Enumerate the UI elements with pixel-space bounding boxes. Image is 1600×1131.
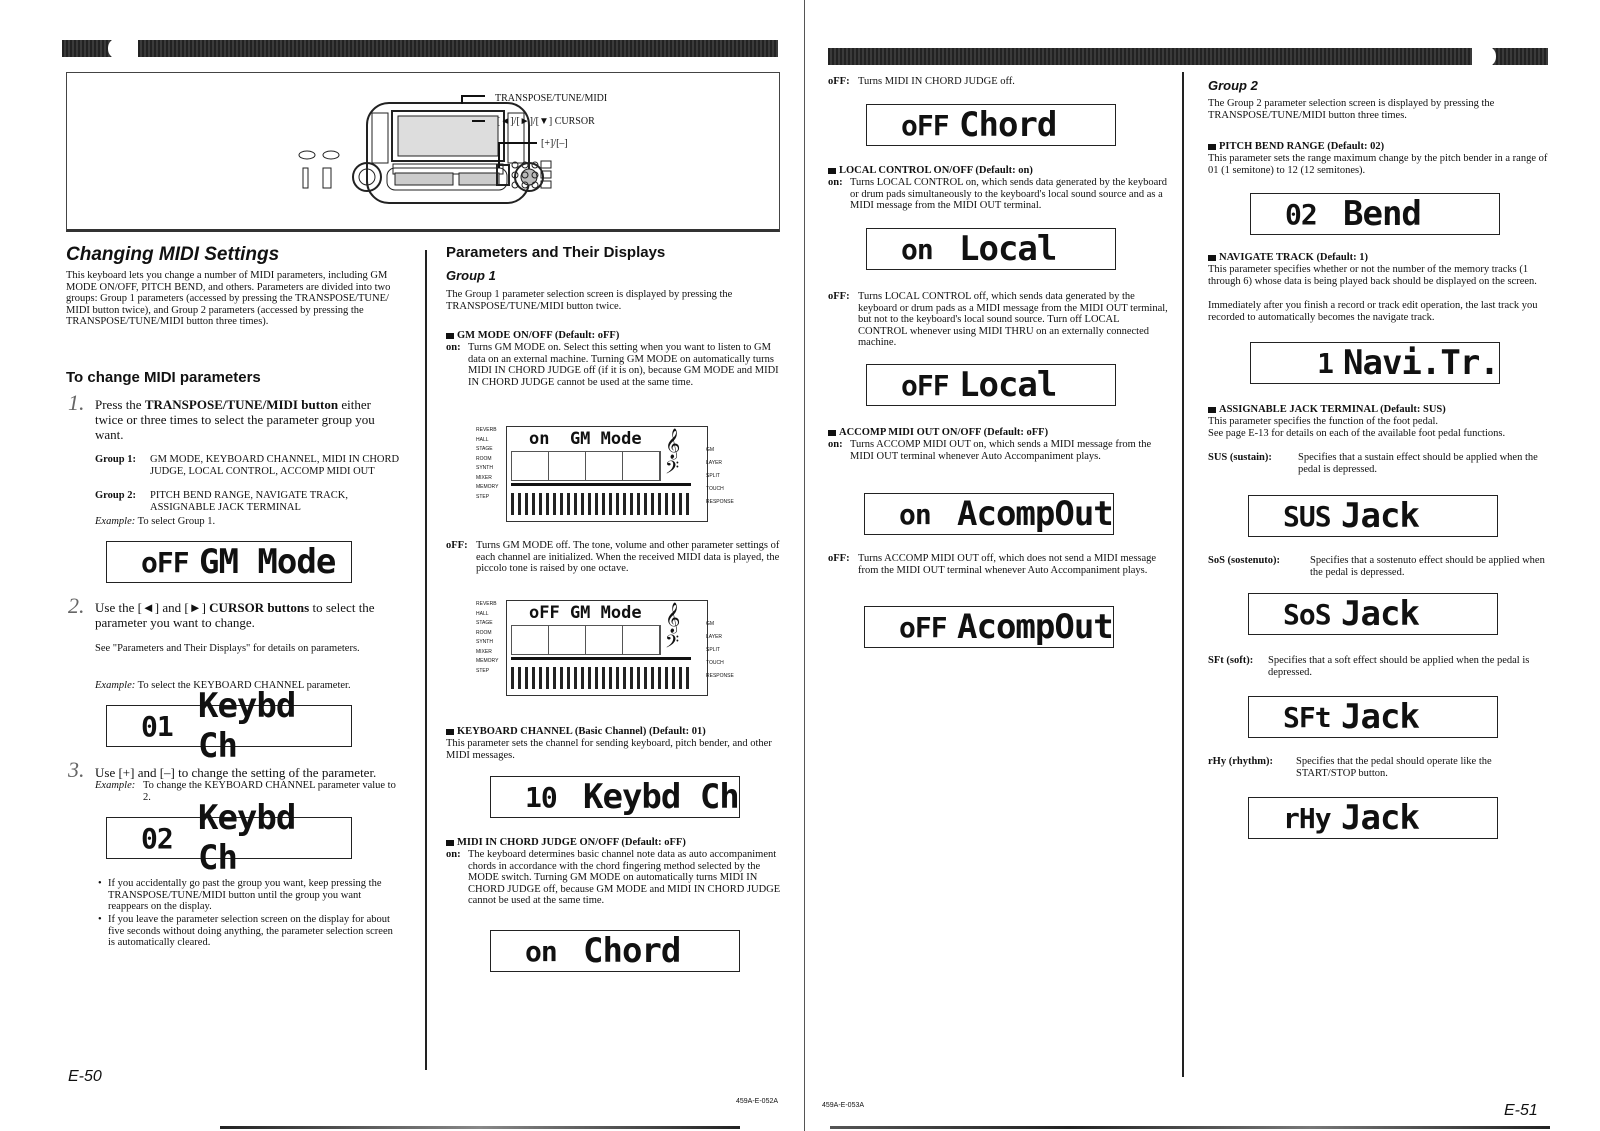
bottom-bar [830,1126,1550,1129]
sus-row [1208,452,1548,475]
sft-label: SFt (soft): [1208,655,1254,666]
label: ROOM [476,455,492,462]
lcd-param: Jack [1341,496,1419,536]
lcd-param: Bend [1343,194,1421,234]
lcd-value: 1 [1317,346,1333,380]
group-1-row [95,454,400,477]
square-bullet-icon [446,729,454,735]
note-2-text: If you leave the parameter selection screen on the display for about five seconds without doing anything, the parameter selection screen is automatically cleared. [108,914,393,948]
square-bullet-icon [446,840,454,846]
step-3-text: Use [+] and [–] to change the setting of the parameter. [95,765,377,780]
label: SYNTH [476,639,493,645]
lcd-on-chord [490,930,740,972]
lcd-02-bend [1250,193,1500,235]
label: LAYER [706,460,723,466]
section-subtitle: To change MIDI parameters [66,369,261,386]
rhy-text: Specifies that the pedal should operate like the START/STOP button. [1296,756,1492,779]
display-keys [511,493,691,515]
step-2-number: 2. [68,593,85,618]
lcd-param: GM Mode [199,542,336,582]
treble-clef-icon: 𝄞 [665,603,681,632]
group-1-text: The Group 1 parameter selection screen is displayed by pressing the TRANSPOSE/TUNE/MIDI button twice. [446,289,733,312]
lcd-value: oFF [141,545,189,579]
display-screen [506,426,708,522]
cj-off-label: oFF: [828,76,850,87]
display-bar [511,483,691,486]
keyboard-panel-illustration [67,73,779,229]
navigate-track-heading [1208,252,1368,264]
lcd-sus-jack [1248,495,1498,537]
group-1-text: GM MODE, KEYBOARD CHANNEL, MIDI IN CHORD JUDGE, LOCAL CONTROL, ACCOMP MIDI OUT [150,454,400,477]
square-bullet-icon [828,168,836,174]
keyboard-channel-text: This parameter sets the channel for sending keyboard, pitch bender, and other MIDI messages. [446,738,772,761]
sos-row [1208,555,1548,578]
lcd-value: 02 [1285,197,1317,231]
lcd-02-keybd-ch [106,798,352,878]
display-right-labels [706,444,736,509]
step-1-text [95,397,400,442]
label: STAGE [476,446,493,452]
gm-off-text: Turns GM MODE off. The tone, volume and other parameter settings of each channel are initialized. When the received MIDI data is played, the piccolo tone is raised by one octave. [476,540,780,574]
header-chevron-right [1472,46,1496,67]
square-bullet-icon [1208,144,1216,150]
chord-judge-heading [446,837,686,849]
am-off-text: Turns ACCOMP MIDI OUT off, which does not send a MIDI message from the MIDI OUT terminal whenever Auto Accompaniment plays. [858,553,1157,576]
lcd-off-local [866,364,1116,406]
intro-text: This keyboard lets you change a number of MIDI parameters, including GM MODE ON/OFF, PITCH BEND, and others. Parameters are divided into two groups: Group 1 parameters (accessed by pressing the TRANSPOSE/TUNE/ MIDI button twice), and Group 2 parameters (accessed by pressing the TRANSPOSE/TUNE/MIDI button three times). [66,270,391,327]
navigate-track-text-2: Immediately after you finish a record or track edit operation, the last track you recorded to automatically becomes the navigate track. [1208,300,1538,323]
lcd-param: Jack [1341,594,1419,634]
display-text: on GM Mode [529,429,642,449]
lcd-value: oFF [901,108,949,142]
display-screen [506,600,708,696]
cj-on-row [446,849,784,907]
example-2-text: To select the KEYBOARD CHANNEL parameter. [137,680,351,691]
display-left-labels [476,600,498,676]
column-divider-right [1182,72,1184,1077]
display-grid [511,625,661,655]
lc-on-label: on: [828,177,843,188]
document-code-right: 459A-E-053A [822,1102,865,1109]
keyboard-channel-heading-text: KEYBOARD CHANNEL (Basic Channel) (Default: 01) [457,726,706,737]
am-on-label: on: [828,439,843,450]
lcd-value: rHy [1283,801,1331,835]
label: TOUCH RESPONSE [706,486,734,505]
sft-row [1208,655,1548,678]
example-1-text: To select Group 1. [137,516,216,527]
page-number-left: E-50 [68,1068,102,1085]
lcd-value: SUS [1283,499,1331,533]
step-2-pre: Use the [◄] and [►] [95,600,210,615]
lcd-sft-jack [1248,696,1498,738]
example-1-label: Example: [95,516,136,527]
label: TOUCH RESPONSE [706,660,734,679]
label: GM [706,621,715,627]
lcd-on-acompout [864,493,1114,535]
lcd-off-gm-mode [106,541,352,583]
page-divider [804,0,805,1131]
document-code-left: 459A-E-052A [736,1098,779,1105]
label: STEP [476,667,490,674]
label: MEMORY [476,484,499,490]
group-1-label: Group 1: [95,454,136,465]
header-chevron-left [108,38,138,59]
label: MEMORY [476,658,499,664]
lcd-value: 02 [141,821,173,855]
local-control-heading-text: LOCAL CONTROL ON/OFF (Default: on) [839,165,1033,176]
local-control-heading [828,165,1033,177]
sus-label: SUS (sustain): [1208,452,1272,463]
label-transpose-tune-midi: TRANSPOSE/TUNE/MIDI [495,93,608,104]
lcd-param: Jack [1341,798,1419,838]
label: REVERB [476,427,497,433]
step-1-pre: Press the [95,397,145,412]
bullet: • [98,878,102,889]
lcd-value: oFF [901,368,949,402]
accomp-midi-heading [828,427,1048,439]
note-1-text: If you accidentally go past the group you want, keep pressing the TRANSPOSE/TUNE/MIDI button until the group you want reappears on the display. [108,878,382,912]
display-right-labels [706,618,736,683]
assignable-jack-heading-text: ASSIGNABLE JACK TERMINAL (Default: SUS) [1219,404,1446,415]
lcd-value: 10 [525,780,557,814]
am-off-label: oFF: [828,553,850,564]
assignable-jack-text-2: See page E-13 for details on each of the available foot pedal functions. [1208,428,1506,439]
pitch-bend-text: This parameter sets the range maximum change by the pitch bender in a range of 01 (1 semitone) to 12 (12 semitones). [1208,153,1548,176]
step-2-bold: CURSOR buttons [209,600,310,615]
lcd-param: Local [959,229,1057,269]
cj-off-row [828,76,1168,88]
lcd-value: on [899,497,931,531]
lcd-param: AcompOut [957,494,1113,534]
navigate-track-text-1: This parameter specifies whether or not the number of the memory tracks (1 through 6) whose data is being played back should be displayed on the screen. [1208,264,1537,287]
example-3-text: To change the KEYBOARD CHANNEL parameter value to 2. [143,780,396,803]
lc-on-row [828,177,1168,212]
pitch-bend-heading [1208,141,1384,153]
bass-clef-icon: 𝄢 [665,457,680,482]
label: REVERB [476,601,497,607]
lcd-param: Keybd Ch [197,798,296,878]
lcd-value: on [901,232,933,266]
label: MIXER [476,648,492,655]
group-1-title: Group 1 [446,268,496,283]
cj-on-label: on: [446,849,461,860]
label-plus-minus: [+]/[–] [541,138,568,149]
lcd-param: Keybd Ch [583,777,739,817]
label: HALL [476,610,489,617]
am-off-row [828,553,1168,576]
group-2-text: The Group 2 parameter selection screen is displayed by pressing the TRANSPOSE/TUNE/MIDI button three times. [1208,98,1495,121]
display-text: oFF GM Mode [529,603,642,623]
bottom-bar [220,1126,740,1129]
lc-on-text: Turns LOCAL CONTROL on, which sends data generated by the keyboard or drum pads simultaneously to the keyboard's local sound source and as a MIDI message from the MIDI OUT terminal. [850,177,1167,211]
display-left-labels [476,426,498,502]
sus-text: Specifies that a sustain effect should be applied when the pedal is depressed. [1298,452,1538,475]
lcd-1-navi-tr [1250,342,1500,384]
note-2 [98,914,400,949]
display-bar [511,657,691,660]
gm-on-text: Turns GM MODE on. Select this setting when you want to listen to GM data on an external machine. Turning GM MODE on automatically turns MIDI IN CHORD JUDGE off (if it is on), because GM MODE and MIDI IN CHORD JUDGE cannot be used at the same time. [468,342,779,388]
lc-off-row [828,291,1168,349]
page-number-right: E-51 [1504,1102,1538,1119]
gm-mode-heading [446,330,619,342]
label: STAGE [476,620,493,626]
example-3-label: Example: [95,780,136,791]
lcd-param: Chord [583,931,681,971]
cj-on-text: The keyboard determines basic channel note data as auto accompaniment chords in accordance with the chord fingering method selected by the MODE switch. Turning GM MODE on automatically turns MIDI IN CHORD JUDGE off, because GM MODE and MIDI IN CHORD JUDGE cannot be used at the same time. [468,849,781,906]
accomp-midi-heading-text: ACCOMP MIDI OUT ON/OFF (Default: oFF) [839,427,1049,438]
lcd-value: SoS [1283,597,1331,631]
square-bullet-icon [1208,255,1216,261]
lcd-param: Chord [959,105,1057,145]
gm-on-label: on: [446,342,461,353]
lcd-sos-jack [1248,593,1498,635]
group-2-text: PITCH BEND RANGE, NAVIGATE TRACK, ASSIGNABLE JACK TERMINAL [150,490,348,513]
column-divider-left [425,250,427,1070]
navigate-track-heading-text: NAVIGATE TRACK (Default: 1) [1219,252,1369,263]
step-1-post: either twice or three times to select the parameter group you want. [95,397,375,442]
label: GM [706,447,715,453]
square-bullet-icon [446,333,454,339]
label: SYNTH [476,465,493,471]
label: ROOM [476,629,492,636]
example-1 [95,516,215,528]
lcd-param: Keybd Ch [197,686,296,766]
assignable-jack-text-1: This parameter specifies the function of the foot pedal. [1208,416,1439,427]
pitch-bend-heading-text: PITCH BEND RANGE (Default: 02) [1219,141,1385,152]
cj-off-text: Turns MIDI IN CHORD JUDGE off. [858,76,1015,87]
group-2-row [95,490,400,513]
label: MIXER [476,474,492,481]
display-keys [511,667,691,689]
lcd-param: AcompOut [957,607,1113,647]
treble-clef-icon: 𝄞 [665,429,681,458]
assignable-jack-heading [1208,404,1446,416]
display-panel-gm-on [476,426,748,528]
group-2-label: Group 2: [95,490,136,501]
sos-label: SoS (sostenuto): [1208,555,1281,566]
square-bullet-icon [1208,407,1216,413]
display-grid [511,451,661,481]
chord-judge-heading-text: MIDI IN CHORD JUDGE ON/OFF (Default: oFF) [457,837,686,848]
label-cursor: [◄]/[►]/[▼] CURSOR [497,116,595,127]
lcd-value: oFF [899,610,947,644]
group-2-title: Group 2 [1208,78,1258,93]
square-bullet-icon [828,430,836,436]
lcd-on-local [866,228,1116,270]
label: LAYER [706,634,723,640]
lcd-value: 01 [141,709,173,743]
step-2-post: to select the parameter you want to change. [95,600,375,630]
step-2-text [95,600,400,630]
step-1-number: 1. [68,390,85,415]
am-on-row [828,439,1168,462]
am-on-text: Turns ACCOMP MIDI OUT on, which sends a MIDI message from the MIDI OUT terminal whenever Auto Accompaniment plays. [850,439,1152,462]
display-panel-gm-off [476,600,748,702]
step-2-see: See "Parameters and Their Displays" for details on parameters. [95,643,360,654]
lcd-param: Navi.Tr. [1343,343,1499,383]
step-1-bold: TRANSPOSE/TUNE/MIDI button [144,397,339,412]
keyboard-diagram [66,72,780,232]
rhy-row [1208,756,1548,779]
lcd-value: on [525,934,557,968]
keyboard-channel-heading [446,726,706,738]
label: SPLIT [706,647,720,653]
lcd-value: SFt [1283,700,1331,734]
lcd-rhy-jack [1248,797,1498,839]
lcd-01-keybd-ch [106,686,352,766]
bullet: • [98,914,102,925]
gm-off-row [446,540,784,575]
lcd-off-acompout [864,606,1114,648]
sos-text: Specifies that a sostenuto effect should be applied when the pedal is depressed. [1310,555,1545,578]
lc-off-label: oFF: [828,291,850,302]
lc-off-text: Turns LOCAL CONTROL off, which sends data generated by the keyboard or drum pads as a MIDI message from the MIDI OUT terminal, but not to the keyboard's local sound source. Turn off LOCAL CONTROL whenever using MIDI THRU on an externally connected machine. [858,291,1168,348]
lcd-param: Local [959,365,1057,405]
lcd-param: Jack [1341,697,1419,737]
sft-text: Specifies that a soft effect should be applied when the pedal is depressed. [1268,655,1530,678]
gm-off-label: oFF: [446,540,468,551]
example-2-label: Example: [95,680,136,691]
label: SPLIT [706,473,720,479]
step-3-number: 3. [68,757,85,782]
label: HALL [476,436,489,443]
header-band-left [62,40,778,57]
bass-clef-icon: 𝄢 [665,631,680,656]
page-title: Changing MIDI Settings [66,244,280,265]
gm-mode-heading-text: GM MODE ON/OFF (Default: oFF) [457,330,620,341]
lcd-10-keybd-ch [490,776,740,818]
gm-on-row [446,342,784,388]
parameters-title: Parameters and Their Displays [446,244,666,261]
note-1 [98,878,400,913]
rhy-label: rHy (rhythm): [1208,756,1274,767]
header-band-right [828,48,1548,65]
label: STEP [476,493,490,500]
lcd-off-chord [866,104,1116,146]
